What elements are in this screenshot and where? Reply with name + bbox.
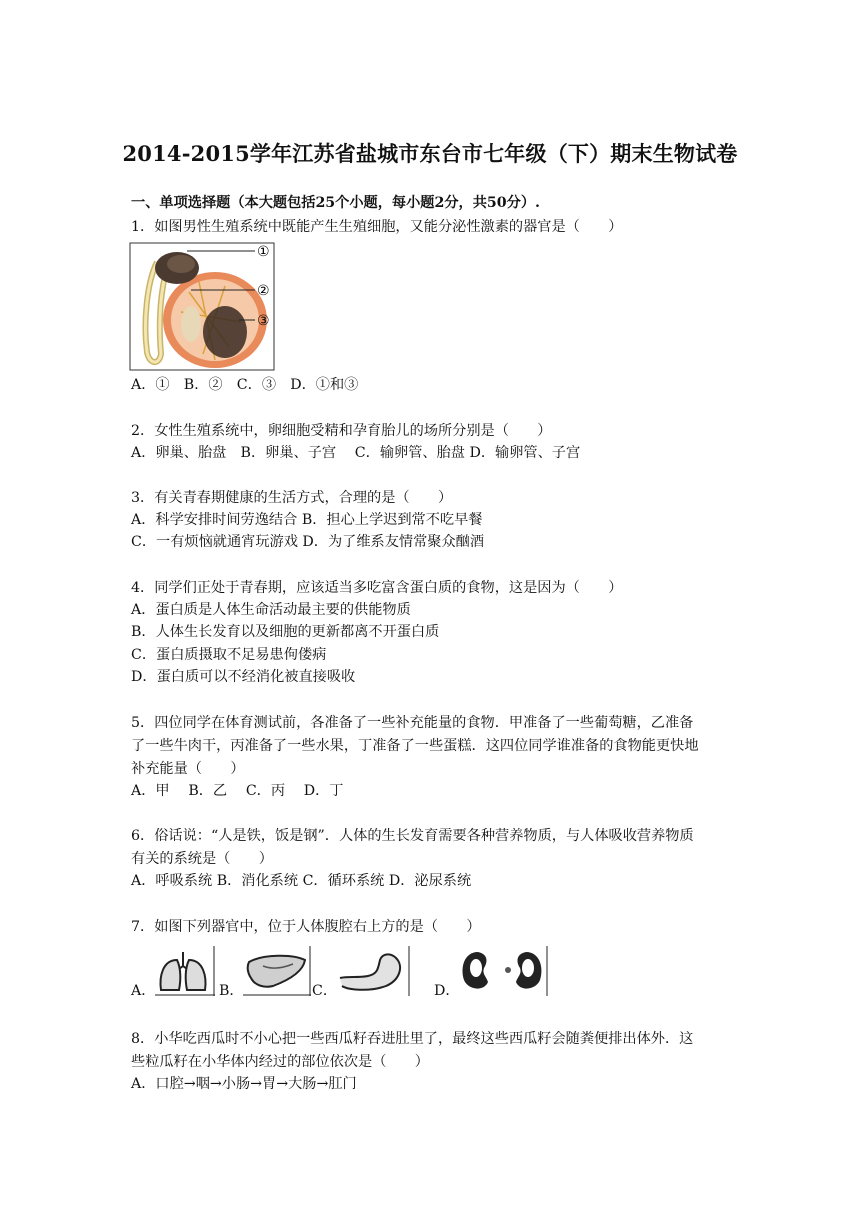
question-4-option-c: C．蛋白质摄取不足易患佝偻病 <box>131 647 327 663</box>
question-8-stem-line-2: 些粒瓜籽在小华体内经过的部位依次是（ ） <box>131 1054 429 1070</box>
question-6-stem-line-1: 6．俗话说：“人是铁，饭是钢”．人体的生长发育需要各种营养物质，与人体吸收营养物质 <box>131 828 694 844</box>
kidneys-icon <box>456 946 548 996</box>
question-7-option-a-letter: A． <box>131 983 156 999</box>
question-5-stem-line-2: 了一些牛肉干，丙准备了一些水果，丁准备了一些蛋糕．这四位同学谁准备的食物能更快地 <box>131 738 699 754</box>
lungs-icon <box>155 946 215 996</box>
figure-label-1: ① <box>257 244 270 260</box>
section-heading: 一、单项选择题（本大题包括25个小题，每小题2分，共50分）. <box>131 195 540 211</box>
question-4-option-d: D．蛋白质可以不经消化被直接吸收 <box>131 669 356 685</box>
question-7-option-c-letter: C． <box>312 983 338 999</box>
question-8-stem-line-1: 8．小华吃西瓜时不小心把一些西瓜籽吞进肚里了，最终这些西瓜籽会随粪便排出体外．这 <box>131 1031 694 1047</box>
question-2-stem: 2．女性生殖系统中，卵细胞受精和孕育胎儿的场所分别是（ ） <box>131 423 552 439</box>
question-5-options: A．甲 B．乙 C．丙 D．丁 <box>131 783 344 799</box>
figure-label-3: ③ <box>257 313 270 329</box>
stomach-icon <box>334 946 410 996</box>
question-5-stem-line-3: 补充能量（ ） <box>131 761 245 777</box>
liver-icon <box>243 946 311 996</box>
question-6-stem-line-2: 有关的系统是（ ） <box>131 851 273 867</box>
question-8-option-a: A．口腔→咽→小肠→胃→大肠→肛门 <box>131 1076 357 1092</box>
figure-label-2: ② <box>257 283 270 299</box>
question-3-option-row-1: A．科学安排时间劳逸结合 B．担心上学迟到常不吃早餐 <box>131 512 483 528</box>
question-4-option-a: A．蛋白质是人体生命活动最主要的供能物质 <box>131 602 411 618</box>
question-3-stem: 3．有关青春期健康的生活方式，合理的是（ ） <box>131 490 453 506</box>
seminiferous-tubules-shape <box>203 306 247 358</box>
question-7-stem: 7．如图下列器官中，位于人体腹腔右上方的是（ ） <box>131 919 481 935</box>
question-2-options: A．卵巢、胎盘 B．卵巢、子宫 C．输卵管、胎盘 D．输卵管、子宫 <box>131 445 581 461</box>
question-4-stem: 4．同学们正处于青春期，应该适当多吃富含蛋白质的食物，这是因为（ ） <box>131 580 623 596</box>
question-1-stem: 1．如图男性生殖系统中既能产生生殖细胞，又能分泌性激素的器官是（ ） <box>131 219 623 235</box>
question-7-option-d-letter: D． <box>434 983 460 999</box>
question-1-options: A．① B．② C．③ D．①和③ <box>131 377 359 393</box>
question-4-option-b: B．人体生长发育以及细胞的更新都离不开蛋白质 <box>131 624 440 640</box>
question-7-option-b-letter: B． <box>219 983 244 999</box>
question-6-options: A．呼吸系统 B．消化系统 C．循环系统 D．泌尿系统 <box>131 873 472 889</box>
question-3-option-row-2: C．一有烦恼就通宵玩游戏 D．为了维系友情常聚众酗酒 <box>131 534 485 550</box>
male-reproductive-system-figure <box>129 242 277 372</box>
page-title: 2014-2015学年江苏省盐城市东台市七年级（下）期末生物试卷 <box>122 141 738 166</box>
question-5-stem-line-1: 5．四位同学在体育测试前，各准备了一些补充能量的食物．甲准备了一些葡萄糖，乙准备 <box>131 715 694 731</box>
